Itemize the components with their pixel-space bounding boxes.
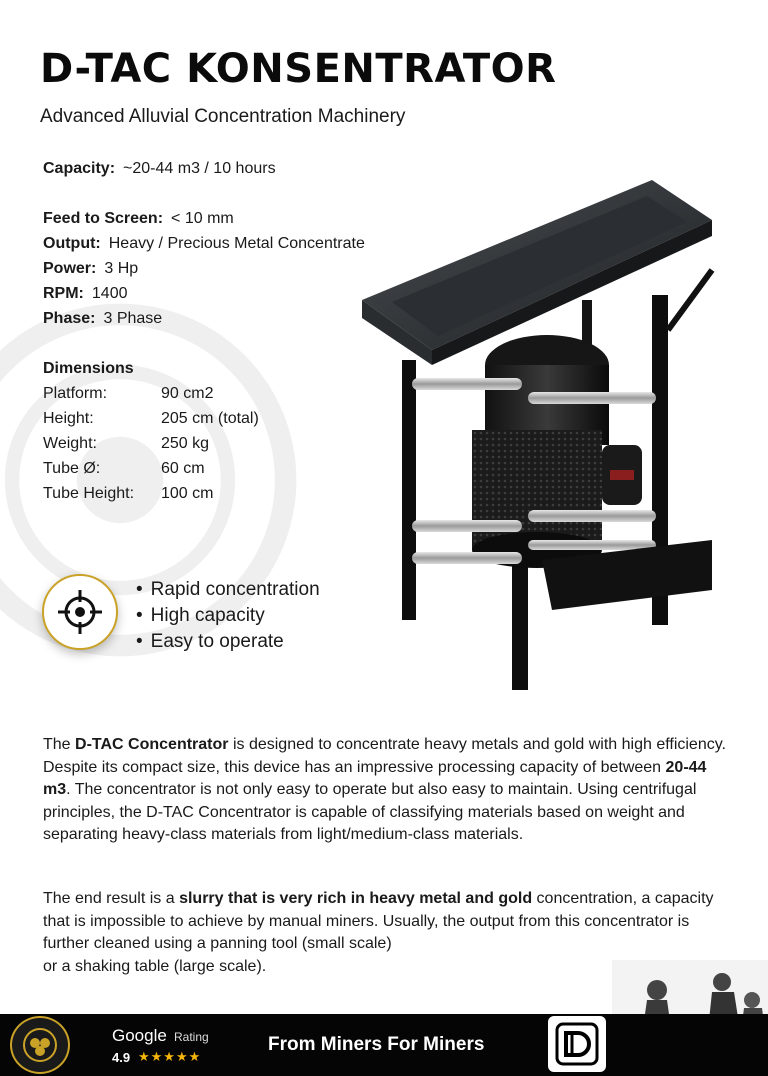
brand-logo-icon [548,1016,606,1072]
dimension-value: 205 cm (total) [161,410,259,427]
spec-value: ~20-44 m3 / 10 hours [123,160,276,177]
page-subtitle: Advanced Alluvial Concentration Machinery [40,106,406,127]
description-paragraph-2: The end result is a slurry that is very rich in heavy metal and gold concentration, a capacity that is impossible to achieve by manual miners. Usually, the output from this concentrator is further cleaned using a panning tool (small scale) or a shaking table (large scale). [43,890,714,975]
rating-score: 4.9 [112,1050,131,1065]
dimension-value: 90 cm2 [161,385,214,402]
dimensions-section [43,356,259,506]
spec-capacity [43,156,365,181]
dimension-key: Platform: [43,385,108,402]
feature-item: • Easy to operate [136,629,320,655]
footer-slogan: From Miners For Miners [268,1034,485,1055]
spec-value: 1400 [91,285,128,302]
dimension-row [43,456,259,481]
dimension-value: 60 cm [161,460,205,477]
spec-value: 3 Hp [104,260,139,277]
star-rating-icon: ★★★★★ [138,1049,202,1064]
spec-value: 3 Phase [103,310,163,327]
page-title: D-TAC KONSENTRATOR [40,46,557,92]
spec-output [43,231,365,256]
dimension-value: 250 kg [161,435,210,452]
feature-list [136,577,320,655]
spec-rpm [43,281,365,306]
dimension-row [43,381,259,406]
machine-illustration [352,160,732,700]
spec-label: Power: [43,260,97,277]
dimension-key: Tube Ø: [43,460,101,477]
dimension-row [43,431,259,456]
feature-item: • High capacity [136,603,320,629]
dimension-key: Height: [43,410,94,427]
spec-phase [43,306,365,331]
dimension-key: Tube Height: [43,485,135,502]
description-paragraph-1: The D-TAC Concentrator is designed to concentrate heavy metals and gold with high efficiency. Despite its compact size, this device has an impressive processing capacity of between 20-44 m3. The concentrator is not only easy to operate but also easy to maintain. Using centrifugal principles, the D-TAC Concentrator is capable of classifying materials based on weight and separating heavy-class materials from light/medium-class materials. [43,736,726,843]
spec-feed [43,206,365,231]
spec-label: RPM: [43,285,84,302]
dimensions-title: Dimensions [43,360,134,377]
spec-power [43,256,365,281]
spec-label: Feed to Screen: [43,210,164,227]
dimension-row [43,481,259,506]
dimension-row [43,406,259,431]
spec-value: < 10 mm [171,210,234,227]
spec-label: Phase: [43,310,96,327]
dimension-key: Weight: [43,435,97,452]
spec-label: Output: [43,235,101,252]
rating-label: Rating [174,1030,209,1044]
feature-item: • Rapid concentration [136,577,320,603]
company-logo-icon [10,1016,70,1074]
dimension-value: 100 cm [161,485,214,502]
target-icon [42,574,118,650]
google-rating [104,1018,234,1072]
spec-label: Capacity: [43,160,116,177]
google-label: Google [112,1026,167,1045]
spec-value: Heavy / Precious Metal Concentrate [108,235,365,252]
spec-list [43,156,365,331]
